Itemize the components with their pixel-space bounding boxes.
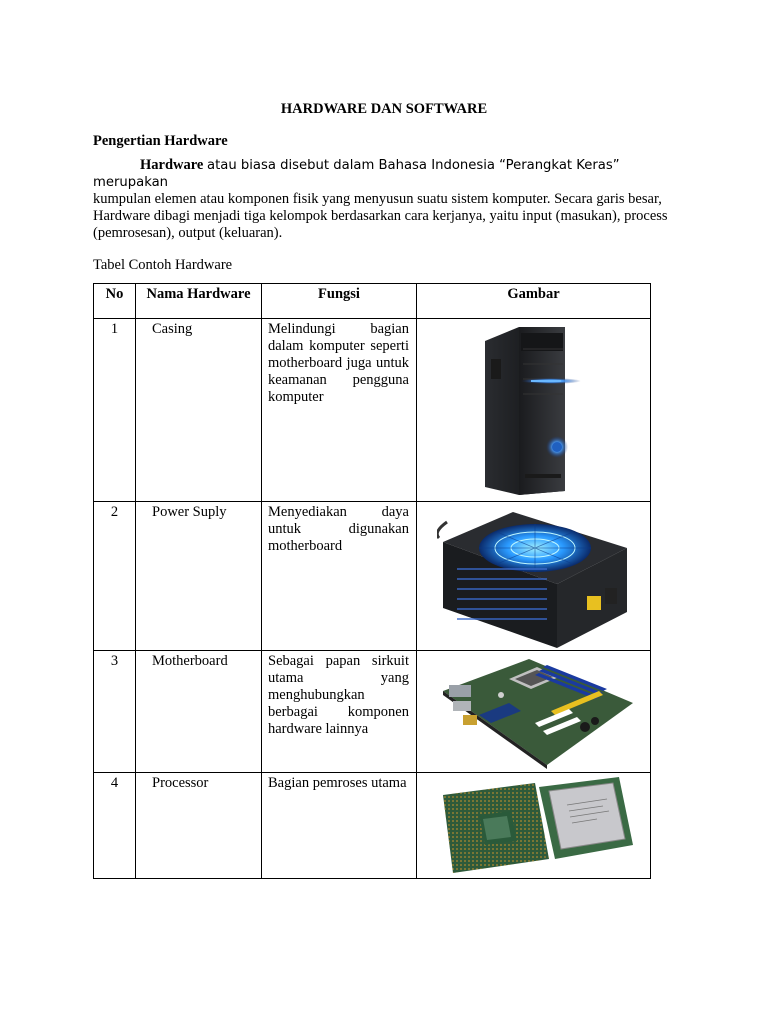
table-header-row [94,284,651,319]
intro-first-line [93,157,678,191]
intro-rest: kumpulan elemen atau komponen fisik yang menyusun suatu sistem komputer. Secara garis besar, Hardware dibagi menjadi tiga kelompok berdasarkan cara kerjanya, yaitu input (masukan), process (pemrosesan), output (keluaran). [93,191,668,241]
processor-image [439,775,635,877]
header-image: Gambar [417,284,651,319]
header-no: No [94,284,136,319]
power-supply-image [437,508,633,650]
intro-alt-text: atau biasa disebut dalam Bahasa Indonesia “Perangkat Keras” merupakan [93,158,620,190]
intro-paragraph [93,157,678,242]
row-name: Processor [136,773,262,879]
table-row [94,651,651,773]
table-row [94,319,651,502]
row-function: Melindungi bagian dalam komputer seperti motherboard juga untuk keamanan pengguna komputer [262,319,417,502]
table-row [94,502,651,651]
row-image-cell [417,502,651,651]
pc-casing-image [439,319,635,501]
row-no: 4 [94,773,136,879]
row-function: Bagian pemroses utama [262,773,417,879]
row-name: Power Suply [136,502,262,651]
row-no: 2 [94,502,136,651]
row-function: Sebagai papan sirkuit utama yang menghubungkan berbagai komponen hardware lainnya [262,651,417,773]
row-name: Motherboard [136,651,262,773]
row-image-cell [417,773,651,879]
row-image-cell [417,651,651,773]
table-row [94,773,651,879]
motherboard-image [439,655,635,769]
row-no: 3 [94,651,136,773]
row-function: Menyediakan daya untuk digunakan motherboard [262,502,417,651]
header-function: Fungsi [262,284,417,319]
hardware-table [93,283,651,879]
row-no: 1 [94,319,136,502]
row-image-cell [417,319,651,502]
header-name: Nama Hardware [136,284,262,319]
document-title: HARDWARE DAN SOFTWARE [280,101,488,117]
section-title: Pengertian Hardware [93,133,228,149]
row-name: Casing [136,319,262,502]
table-caption: Tabel Contoh Hardware [93,257,233,273]
intro-term: Hardware [140,157,204,173]
